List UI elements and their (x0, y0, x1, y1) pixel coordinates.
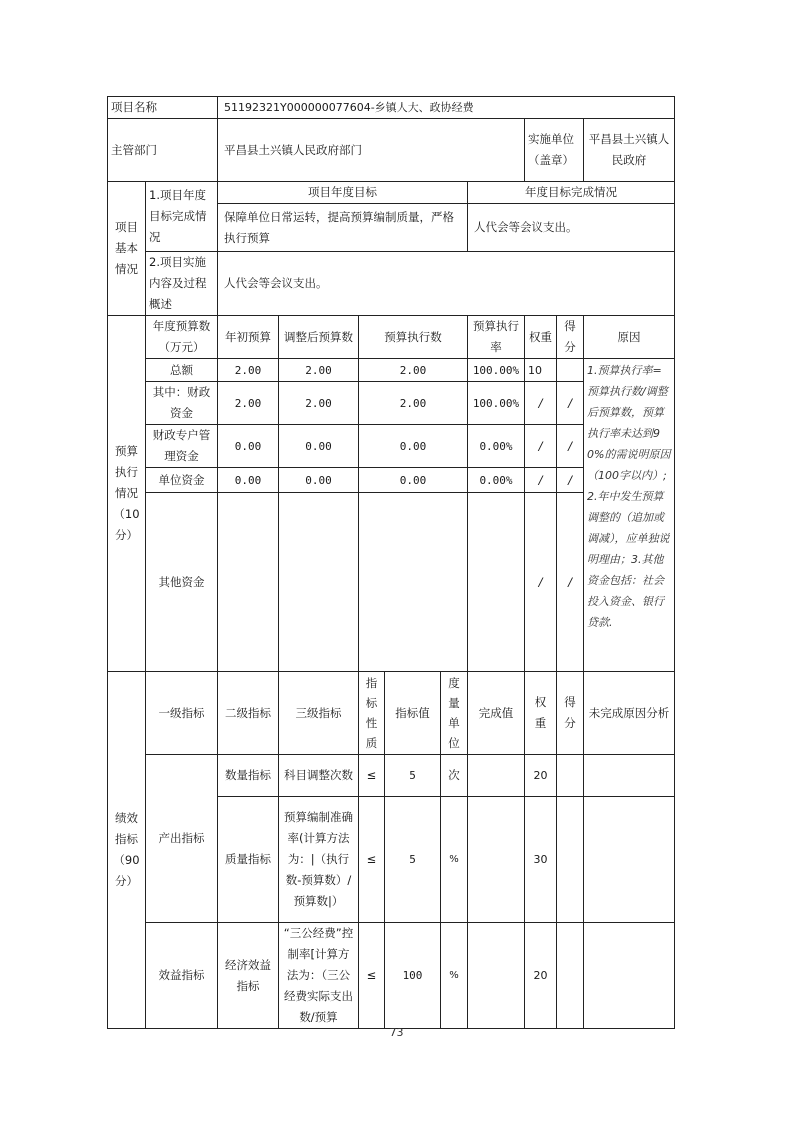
perf-weight: 20 (525, 755, 557, 797)
budget-weight: / (525, 425, 557, 468)
budget-rate: 100.00% (468, 359, 525, 382)
perf-score (557, 755, 584, 797)
budget-category: 其中：财政资金 (146, 382, 218, 425)
budget-executed: 0.00 (359, 425, 468, 468)
perf-header-level2: 二级指标 (218, 672, 279, 755)
budget-header-row (108, 316, 675, 359)
basic-section-label: 项目基本情况 (108, 182, 146, 316)
impl-unit-value: 平昌县土兴镇人民政府 (584, 119, 675, 182)
budget-rate: 100.00% (468, 382, 525, 425)
project-name-value: 51192321Y000000077604-乡镇人大、政协经费 (218, 97, 675, 119)
budget-adjusted: 2.00 (279, 382, 359, 425)
budget-rate (468, 493, 525, 672)
completion-col-header: 年度目标完成情况 (468, 182, 675, 204)
budget-adjusted: 0.00 (279, 425, 359, 468)
budget-executed: 0.00 (359, 468, 468, 493)
budget-score: / (557, 425, 584, 468)
budget-weight: 10 (525, 359, 557, 382)
completion-text: 人代会等会议支出。 (468, 204, 675, 252)
performance-row (108, 923, 675, 1029)
perf-header-level3: 三级指标 (279, 672, 359, 755)
budget-category: 财政专户管理资金 (146, 425, 218, 468)
budget-header-score: 得分 (557, 316, 584, 359)
department-row (108, 119, 675, 182)
perf-reason (584, 923, 675, 1029)
budget-weight: / (525, 493, 557, 672)
perf-reason (584, 755, 675, 797)
budget-header-executed: 预算执行数 (359, 316, 468, 359)
perf-header-actual: 完成值 (468, 672, 525, 755)
perf-nature: ≤ (359, 755, 385, 797)
budget-executed: 2.00 (359, 382, 468, 425)
perf-header-level1: 一级指标 (146, 672, 218, 755)
perf-level1: 效益指标 (146, 923, 218, 1029)
perf-nature: ≤ (359, 923, 385, 1029)
budget-adjusted: 0.00 (279, 468, 359, 493)
budget-adjusted: 2.00 (279, 359, 359, 382)
perf-level3: “三公经费”控制率[计算方法为：（三公经费实际支出数/预算 (279, 923, 359, 1029)
basic-content-row (108, 252, 675, 316)
budget-initial: 2.00 (218, 359, 279, 382)
budget-header-adjusted: 调整后预算数 (279, 316, 359, 359)
goal-label: 1.项目年度目标完成情况 (146, 182, 218, 252)
budget-row (108, 359, 675, 382)
budget-header-initial: 年初预算 (218, 316, 279, 359)
perf-level3: 预算编制准确率(计算方法为：|（执行数-预算数）/预算数|） (279, 797, 359, 923)
perf-header-nature: 指标性质 (359, 672, 385, 755)
perf-actual (468, 797, 525, 923)
budget-header-reason: 原因 (584, 316, 675, 359)
budget-weight: / (525, 468, 557, 493)
perf-actual (468, 755, 525, 797)
perf-reason (584, 797, 675, 923)
perf-header-unit: 度量单位 (441, 672, 468, 755)
perf-target: 100 (385, 923, 441, 1029)
budget-header-category: 年度预算数（万元） (146, 316, 218, 359)
perf-target: 5 (385, 797, 441, 923)
budget-executed: 2.00 (359, 359, 468, 382)
perf-header-target: 指标值 (385, 672, 441, 755)
budget-score: / (557, 493, 584, 672)
perf-target: 5 (385, 755, 441, 797)
budget-weight: / (525, 382, 557, 425)
budget-category: 其他资金 (146, 493, 218, 672)
perf-unit: 次 (441, 755, 468, 797)
perf-score (557, 797, 584, 923)
perf-level2: 经济效益指标 (218, 923, 279, 1029)
budget-initial: 2.00 (218, 382, 279, 425)
budget-reason-note: 1.预算执行率=预算执行数/调整后预算数，预算执行率未达到90%的需说明原因（100字以内）;2.年中发生预算调整的（追加或调减），应单独说明理由；3.其他资金包括：社会投入资金、银行贷款. (584, 359, 675, 672)
perf-unit: % (441, 797, 468, 923)
impl-unit-label: 实施单位（盖章） (525, 119, 584, 182)
budget-executed (359, 493, 468, 672)
budget-adjusted (279, 493, 359, 672)
goal-text: 保障单位日常运转，提高预算编制质量，严格执行预算 (218, 204, 468, 252)
perf-header-weight: 权重 (525, 672, 557, 755)
goal-col-header: 项目年度目标 (218, 182, 468, 204)
perf-unit: % (441, 923, 468, 1029)
performance-evaluation-form (107, 96, 675, 1029)
perf-weight: 30 (525, 797, 557, 923)
budget-header-weight: 权重 (525, 316, 557, 359)
budget-initial: 0.00 (218, 468, 279, 493)
dept-label: 主管部门 (108, 119, 218, 182)
budget-score: / (557, 382, 584, 425)
perf-level2: 数量指标 (218, 755, 279, 797)
budget-rate: 0.00% (468, 425, 525, 468)
budget-initial: 0.00 (218, 425, 279, 468)
perf-level1: 产出指标 (146, 755, 218, 923)
basic-goal-header-row (108, 182, 675, 204)
perf-level3: 科目调整次数 (279, 755, 359, 797)
budget-initial (218, 493, 279, 672)
perf-header-score: 得分 (557, 672, 584, 755)
page-number: 73 (389, 1026, 404, 1039)
perf-score (557, 923, 584, 1029)
perf-header-reason: 未完成原因分析 (584, 672, 675, 755)
budget-score (557, 359, 584, 382)
dept-value: 平昌县土兴镇人民政府部门 (218, 119, 525, 182)
budget-header-rate: 预算执行率 (468, 316, 525, 359)
performance-row (108, 755, 675, 797)
perf-actual (468, 923, 525, 1029)
content-label: 2.项目实施内容及过程概述 (146, 252, 218, 316)
content-text: 人代会等会议支出。 (218, 252, 675, 316)
project-name-label: 项目名称 (108, 97, 218, 119)
budget-score: / (557, 468, 584, 493)
performance-section-label: 绩效指标（90分） (108, 672, 146, 1029)
perf-nature: ≤ (359, 797, 385, 923)
project-name-row (108, 97, 675, 119)
budget-category: 单位资金 (146, 468, 218, 493)
budget-category: 总额 (146, 359, 218, 382)
budget-section-label: 预算执行情况（10分） (108, 316, 146, 672)
budget-rate: 0.00% (468, 468, 525, 493)
perf-level2: 质量指标 (218, 797, 279, 923)
perf-weight: 20 (525, 923, 557, 1029)
performance-header-row (108, 672, 675, 755)
